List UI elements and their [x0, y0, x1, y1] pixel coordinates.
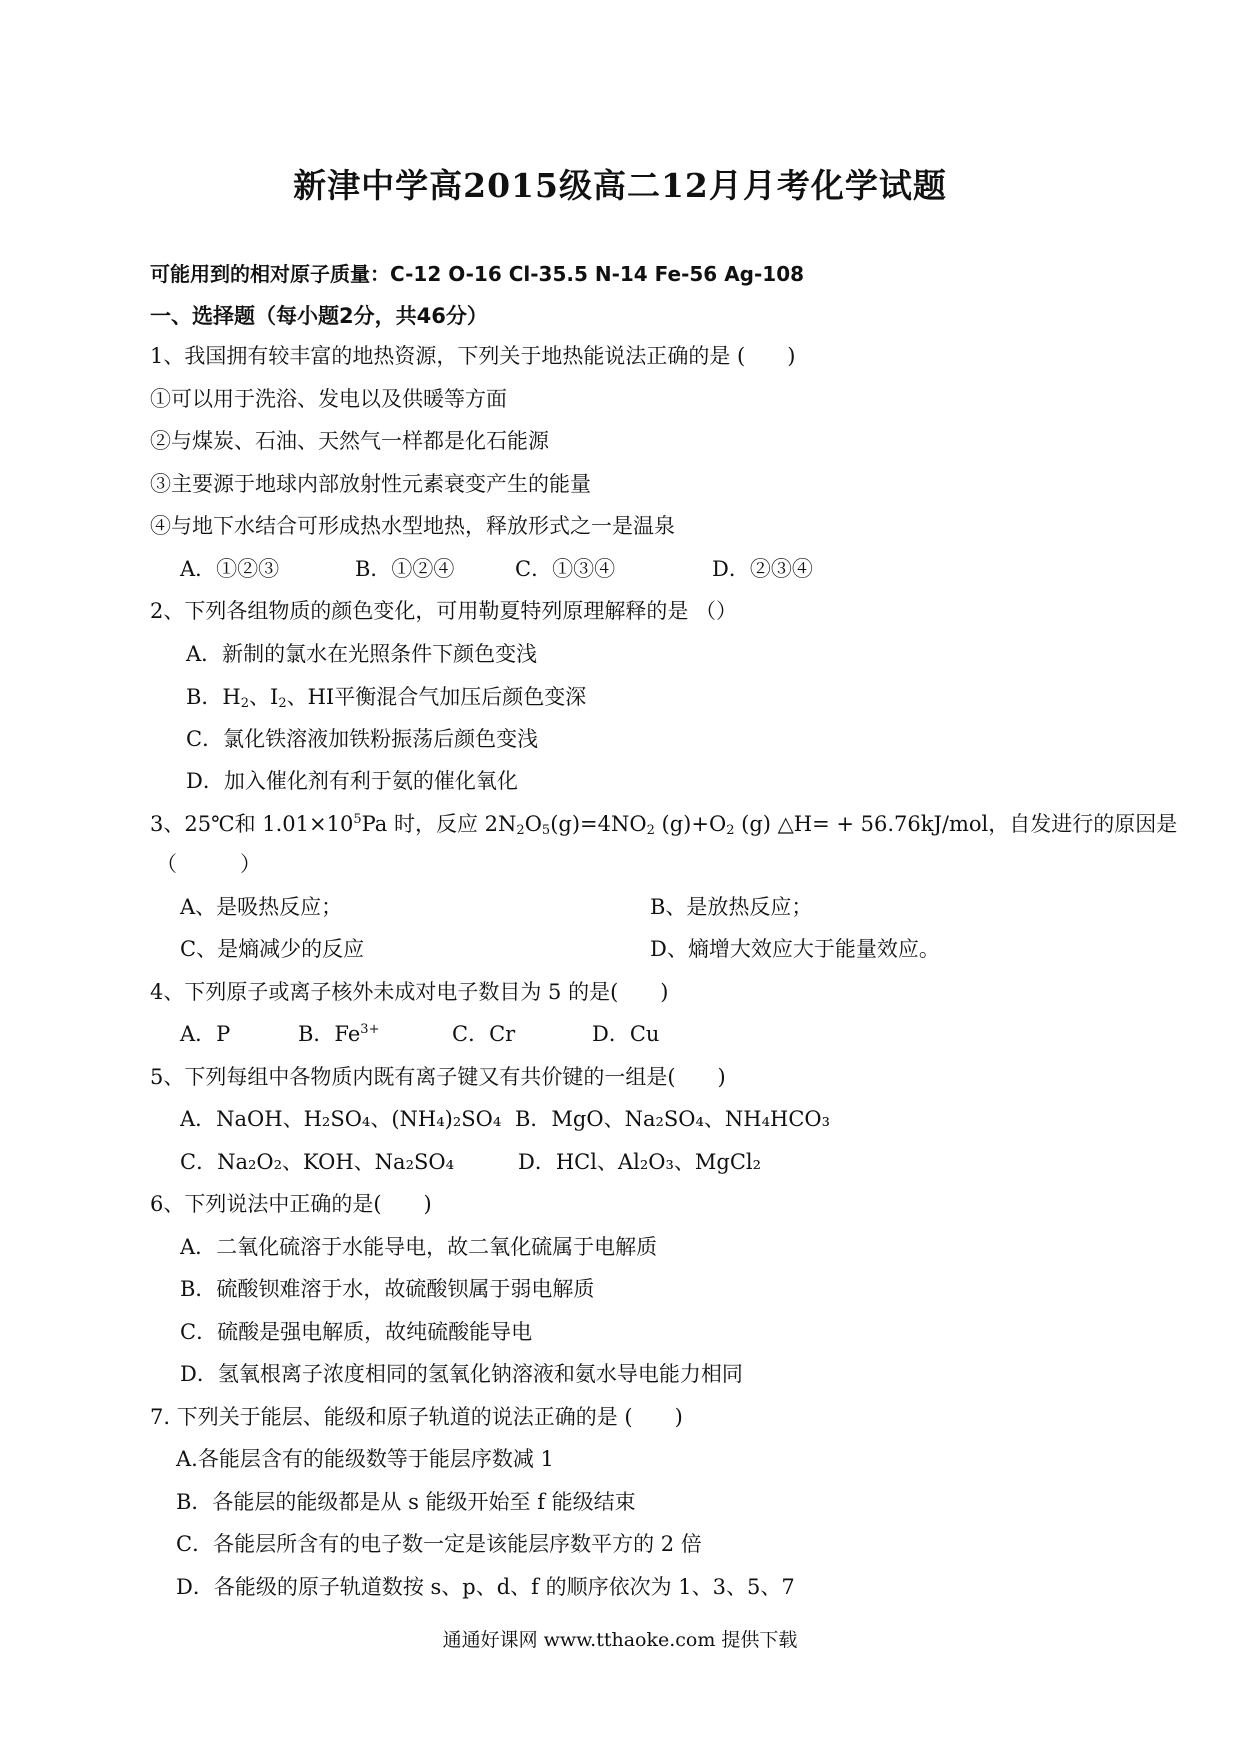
- q3-option-d: D、熵增大效应大于能量效应。: [650, 937, 940, 961]
- q3-text: Pa 时，反应 2N: [361, 812, 517, 836]
- atomic-masses-note: 可能用到的相对原子质量：C-12 O-16 Cl-35.5 N-14 Fe-56 Ag-108: [150, 262, 805, 286]
- q2-option-c: C．氯化铁溶液加铁粉振荡后颜色变浅: [186, 727, 539, 751]
- q1-option-a: A．①②③: [180, 557, 280, 581]
- q2-b-text: 、I: [249, 685, 279, 709]
- q3-text: (g) △H= + 56.76kJ/mol，自发进行的原因是: [734, 812, 1178, 836]
- q4-option-d: D．Cu: [592, 1022, 660, 1046]
- q3-sub: 2: [726, 823, 735, 838]
- q3-option-b: B、是放热反应；: [650, 895, 813, 919]
- q2-option-d: D．加入催化剂有利于氨的催化氧化: [186, 769, 518, 793]
- q1-statement-1: ①可以用于洗浴、发电以及供暖等方面: [150, 387, 507, 411]
- q2-option-a: A．新制的氯水在光照条件下颜色变浅: [186, 642, 538, 666]
- footer-source: 通通好课网 www.tthaoke.com 提供下载: [442, 1629, 798, 1651]
- q3-sub: 2: [646, 823, 655, 838]
- q3-option-c: C、是熵减少的反应: [180, 937, 365, 961]
- q4-option-a: A．P: [180, 1022, 231, 1046]
- q4-option-b: [298, 1020, 379, 1048]
- q5-option-b: B．MgO、Na₂SO₄、NH₄HCO₃: [515, 1107, 831, 1131]
- q5-option-c: C．Na₂O₂、KOH、Na₂SO₄: [180, 1150, 455, 1174]
- q3-text: (g)+O: [654, 812, 727, 836]
- section-heading: 一、选择题（每小题2分，共46分）: [150, 304, 488, 328]
- q1-option-c: C．①③④: [515, 557, 616, 581]
- q6-option-b: B．硫酸钡难溶于水，故硫酸钡属于弱电解质: [180, 1277, 595, 1301]
- q4-stem: 4、下列原子或离子核外未成对电子数目为 5 的是( ): [150, 980, 669, 1004]
- q2-b-sub: 2: [240, 696, 250, 711]
- q2-stem: 2、下列各组物质的颜色变化，可用勒夏特列原理解释的是 （）: [150, 599, 738, 623]
- q1-stem: 1、我国拥有较丰富的地热资源，下列关于地热能说法正确的是 ( ): [150, 344, 796, 368]
- q1-statement-3: ③主要源于地球内部放射性元素衰变产生的能量: [150, 472, 591, 496]
- q5-option-d: D．HCl、Al₂O₃、MgCl₂: [518, 1150, 762, 1174]
- q4-b-sup: 3+: [360, 1022, 380, 1037]
- q7-option-b: B．各能层的能级都是从 s 能级开始至 f 能级结束: [176, 1490, 636, 1514]
- q6-option-a: A．二氧化硫溶于水能导电，故二氧化硫属于电解质: [180, 1235, 658, 1259]
- q2-b-sub: 2: [278, 696, 287, 711]
- q2-b-text: B．H: [186, 685, 241, 709]
- q3-text: (g)=4NO: [550, 812, 647, 836]
- q3-text: 3、25℃和 1.01×10: [150, 812, 354, 836]
- q3-text: O: [524, 812, 542, 836]
- q4-b-text: B．Fe: [298, 1022, 361, 1046]
- q7-option-d: D．各能级的原子轨道数按 s、p、d、f 的顺序依次为 1、3、5、7: [176, 1575, 795, 1599]
- q2-option-b: [186, 683, 586, 711]
- q1-option-d: D．②③④: [712, 557, 813, 581]
- q7-stem: 7. 下列关于能层、能级和原子轨道的说法正确的是 ( ): [150, 1405, 683, 1429]
- q3-sub: 2: [516, 823, 525, 838]
- page-title: 新津中学高2015级高二12月月考化学试题: [293, 166, 947, 205]
- q6-stem: 6、下列说法中正确的是( ): [150, 1192, 432, 1216]
- q3-option-a: A、是吸热反应；: [180, 895, 343, 919]
- q1-option-b: B．①②④: [355, 557, 455, 581]
- q4-option-c: C．Cr: [452, 1022, 516, 1046]
- q7-option-c: C．各能层所含有的电子数一定是该能层序数平方的 2 倍: [176, 1532, 702, 1556]
- q7-option-a: A.各能层含有的能级数等于能层序数减 1: [176, 1447, 554, 1471]
- q5-option-a: A．NaOH、H₂SO₄、(NH₄)₂SO₄: [180, 1107, 502, 1131]
- q3-stem: [150, 810, 1177, 838]
- q1-statement-2: ②与煤炭、石油、天然气一样都是化石能源: [150, 429, 549, 453]
- q6-option-d: D．氢氧根离子浓度相同的氢氧化钠溶液和氨水导电能力相同: [180, 1362, 743, 1386]
- q3-sup: 5: [353, 812, 362, 827]
- q3-sub: 5: [541, 823, 551, 838]
- q2-b-text: 、HI平衡混合气加压后颜色变深: [286, 685, 587, 709]
- q6-option-c: C．硫酸是强电解质，故纯硫酸能导电: [180, 1320, 533, 1344]
- q5-stem: 5、下列每组中各物质内既有离子键又有共价键的一组是( ): [150, 1065, 726, 1089]
- q1-statement-4: ④与地下水结合可形成热水型地热，释放形式之一是温泉: [150, 514, 675, 538]
- q3-blank: （ ）: [156, 852, 261, 876]
